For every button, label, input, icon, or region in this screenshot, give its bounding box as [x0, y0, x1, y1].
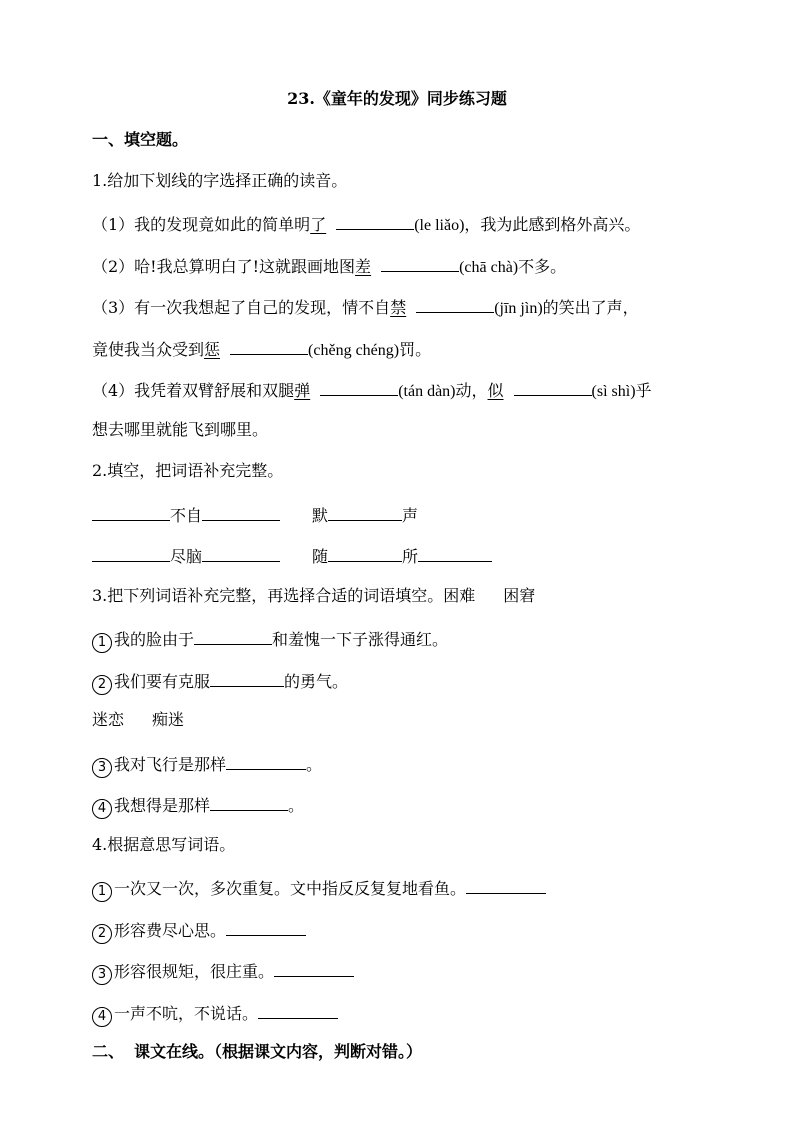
q3-line-3	[92, 751, 322, 778]
q3-line-1	[92, 626, 448, 653]
text: （2）哈!我总算明白了!这就跟画地图	[92, 257, 356, 276]
q3-heading	[92, 585, 535, 607]
q2-row-1	[92, 502, 418, 527]
pinyin-options: (sì shì)	[591, 383, 636, 400]
answer-blank[interactable]	[514, 377, 592, 396]
answer-blank[interactable]	[210, 792, 288, 811]
q1-item-3	[92, 294, 639, 320]
text: （3）有一次我想起了自己的发现，情不自	[92, 298, 391, 317]
text: （1）我的发现竟如此的简单明	[92, 215, 311, 234]
word-option: 困窘	[503, 586, 536, 605]
circled-number: 4	[92, 1007, 112, 1027]
text: 一声不吭，不说话。	[114, 1004, 259, 1023]
text: 不多。	[518, 257, 567, 276]
q1-item-2	[92, 253, 566, 279]
q1-item-4-cont: 想去哪里就能飞到哪里。	[92, 420, 269, 439]
answer-blank[interactable]	[336, 211, 414, 230]
word-option: 迷恋	[92, 710, 125, 729]
text: 随	[312, 547, 329, 566]
answer-blank[interactable]	[230, 336, 308, 355]
q1-heading: 1.给加下划线的字选择正确的读音。	[92, 171, 348, 190]
text: 3.把下列词语补充完整，再选择合适的词语填空。困难	[92, 586, 476, 605]
text: 我们要有克服	[114, 672, 211, 691]
page-title: 23.《童年的发现》同步练习题	[287, 89, 507, 108]
answer-blank[interactable]	[416, 294, 494, 313]
answer-blank[interactable]	[210, 668, 284, 687]
answer-blank[interactable]	[466, 875, 546, 894]
q3-line-2	[92, 668, 348, 695]
text: 动，	[455, 381, 488, 400]
text: 罚。	[399, 340, 432, 359]
text: 的笑出了声，	[542, 298, 639, 317]
pinyin-options: (chěng chéng)	[308, 342, 400, 359]
answer-blank[interactable]	[328, 543, 402, 562]
answer-blank[interactable]	[202, 502, 280, 521]
pinyin-options: (le liǎo)	[414, 217, 465, 234]
answer-blank[interactable]	[418, 543, 492, 562]
section-number: 二、	[92, 1042, 125, 1061]
section-title: 课文在线。（根据课文内容，判断对错。）	[134, 1042, 423, 1061]
pinyin-options: (tán dàn)	[398, 383, 456, 400]
underlined-char: 似	[487, 381, 504, 400]
answer-blank[interactable]	[194, 626, 272, 645]
q1-item-1	[92, 211, 640, 237]
text: 一次又一次，多次重复。文中指反反复复地看鱼。	[114, 879, 467, 898]
text: 形容费尽心思。	[114, 921, 227, 940]
answer-blank[interactable]	[258, 1000, 338, 1019]
text: 默	[312, 506, 329, 525]
underlined-char: 禁	[390, 298, 407, 317]
circled-number: 2	[92, 924, 112, 944]
q1-item-4	[92, 377, 652, 403]
answer-blank[interactable]	[92, 502, 170, 521]
circled-number: 1	[92, 882, 112, 902]
text: 。	[288, 796, 305, 815]
circled-number: 3	[92, 965, 112, 985]
text: 我想得是那样	[114, 796, 211, 815]
section-1-heading: 一、填空题。	[92, 130, 189, 149]
text: 的勇气。	[284, 672, 349, 691]
q3-word-options	[92, 709, 184, 731]
q2-row-2	[92, 543, 492, 568]
text: ，我为此感到格外高兴。	[464, 215, 641, 234]
q4-line-4	[92, 1000, 338, 1027]
underlined-char: 差	[355, 257, 372, 276]
text: 声	[402, 506, 419, 525]
answer-blank[interactable]	[274, 958, 354, 977]
text: 竟使我当众受到	[92, 340, 205, 359]
underlined-char: 惩	[204, 340, 221, 359]
circled-number: 4	[92, 799, 112, 819]
answer-blank[interactable]	[226, 751, 306, 770]
q4-line-3	[92, 958, 354, 985]
circled-number: 3	[92, 758, 112, 778]
q1-item-3-cont	[92, 336, 431, 362]
text: 尽脑	[170, 547, 203, 566]
answer-blank[interactable]	[328, 502, 402, 521]
answer-blank[interactable]	[320, 377, 398, 396]
section-2-heading	[92, 1041, 422, 1063]
underlined-char: 了	[310, 215, 327, 234]
text: 。	[306, 755, 323, 774]
text: 不自	[170, 506, 203, 525]
underlined-char: 弹	[294, 381, 311, 400]
answer-blank[interactable]	[381, 253, 459, 272]
pinyin-options: (chā chà)	[459, 259, 519, 276]
q4-line-2	[92, 917, 306, 944]
text: 乎	[635, 381, 652, 400]
circled-number: 1	[92, 633, 112, 653]
text: 我的脸由于	[114, 630, 195, 649]
q3-line-4	[92, 792, 304, 819]
text: 所	[402, 547, 419, 566]
text: 和羞愧一下子涨得通红。	[272, 630, 449, 649]
circled-number: 2	[92, 675, 112, 695]
text: （4）我凭着双臂舒展和双腿	[92, 381, 295, 400]
answer-blank[interactable]	[92, 543, 170, 562]
word-option: 痴迷	[152, 710, 185, 729]
pinyin-options: (jīn jìn)	[494, 300, 543, 317]
answer-blank[interactable]	[202, 543, 280, 562]
q4-heading: 4.根据意思写词语。	[92, 835, 236, 854]
text: 形容很规矩，很庄重。	[114, 962, 275, 981]
q4-line-1	[92, 875, 546, 902]
answer-blank[interactable]	[226, 917, 306, 936]
q2-heading: 2.填空，把词语补充完整。	[92, 461, 284, 480]
text: 我对飞行是那样	[114, 755, 227, 774]
